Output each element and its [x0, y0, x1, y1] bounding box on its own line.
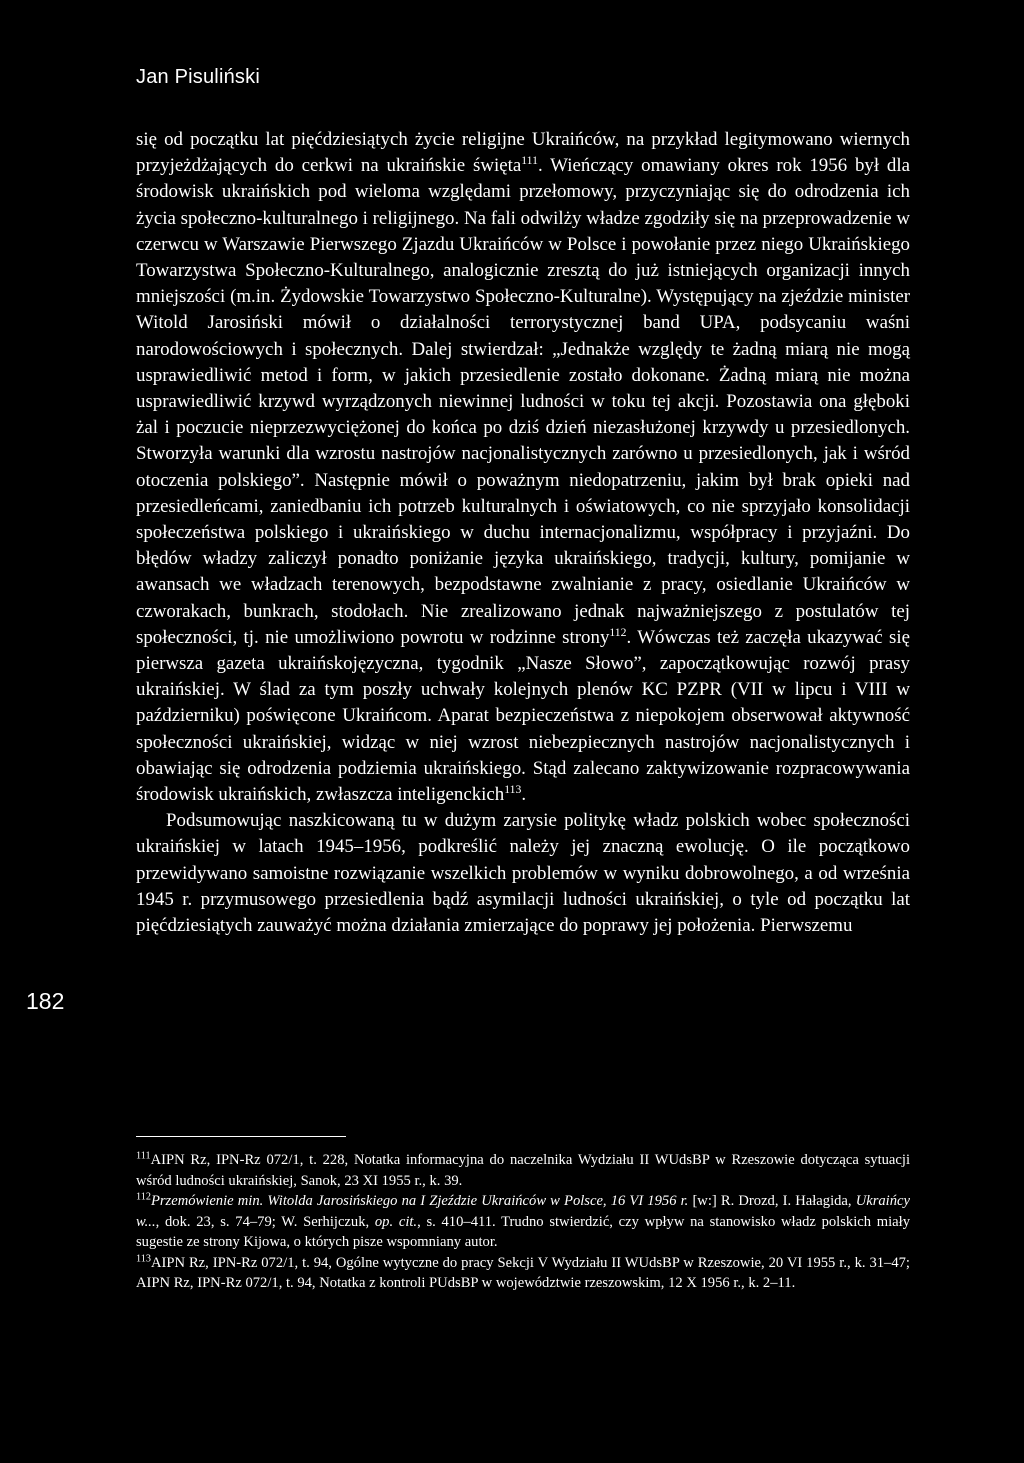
footnote-number: 113 — [136, 1252, 151, 1264]
footnote-ref-111: 111 — [521, 153, 538, 167]
footnote-divider — [136, 1136, 346, 1137]
footnote-op-cit: op. cit. — [374, 1213, 418, 1230]
footnote-text: , s. 410–411. Trudno stwierdzić, czy wpływ na stanowisko władz polskich miały sugestie ze strony Kijowa, o których pisze wspomniany autor. — [136, 1213, 910, 1250]
footnote-number: 112 — [136, 1191, 151, 1203]
footnote-text: AIPN Rz, IPN-Rz 072/1, t. 94, Ogólne wytyczne do pracy Sekcji V Wydziału II WUdsBP w Rzeszowie, 20 VI 1955 r., k. 31–47; AIPN Rz, IPN-Rz 072/1, t. 94, Notatka z kontroli PUdsBP w województwie rzeszowskim, 12 X 1956 r., k. 2–11. — [136, 1254, 910, 1291]
footnote-text: AIPN Rz, IPN-Rz 072/1, t. 228, Notatka informacyjna do naczelnika Wydziału II WUdsBP w Rzeszowie dotycząca sytuacji wśród ludności ukraińskiej, Sanok, 23 XI 1955 r., k. 39. — [136, 1152, 910, 1189]
main-text — [136, 127, 910, 939]
paragraph-1 — [136, 127, 910, 808]
footnotes — [136, 1150, 910, 1294]
footnote-cited-title: Przemówienie min. Witolda Jarosińskiego na I Zjeździe Ukraińców w Polsce, 16 VI 1956 r. — [150, 1193, 689, 1209]
paragraph-1-text-a: się od początku lat pięćdziesiątych życie religijne Ukraińców, na przykład legitymowano wiernych przyjeżdżających do cerkwi na ukraińskie święta — [136, 129, 910, 177]
footnote-text: [w:] R. Drozd, I. Hałagida, — [688, 1193, 856, 1209]
running-head: Jan Pisuliński — [136, 66, 260, 88]
footnote-111 — [136, 1150, 910, 1191]
paragraph-1-text-c: Wieńczący omawiany okres rok 1956 był dla środowisk ukraińskich pod wieloma względami przełomowy, przyczyniając się do odrodzenia ich życia społeczno-kulturalnego i religijnego. Na fali odwilży władze zgodziły się na przeprowadzenie w czerwcu w Warszawie Pierwszego Zjazdu Ukraińców w Polsce i powołanie przez niego Ukraińskiego Towarzystwa Społeczno-Kulturalnego, analogicznie zresztą do już istniejących organizacji innych mniejszości (m.in. Żydowskie Towarzystwo Społeczno-Kulturalne). Występujący na zjeździe minister Witold Jarosiński mówił o działalności terrorystycznej band UPA, podsycaniu waśni narodowościowych i społecznych. Dalej stwierdzał: „Jednakże względy te żadną miarą nie mogą usprawiedliwić metod i form, w jakich przesiedlenie zostało dokonane. Żadną miarą nie można usprawiedliwić krzywd wyrządzonych niewinnej ludności w toku tej akcji. Pozostawia ona głęboki żal i poczucie nieprzezwyciężonej do końca po dziś dzień niezasłużonej krzywdy u przesiedlonych. Stworzyła warunki dla wzrostu nastrojów nacjonalistycznych zarówno u przesiedlonych, jak i wśród otoczenia polskiego”. Następnie mówił o poważnym niedopatrzeniu, jakim był brak opieki nad przesiedleńcami, zaniedbaniu ich potrzeb kulturalnych i oświatowych, co nie sprzyjało konsolidacji społeczeństwa polskiego i ukraińskiego w duchu internacjonalizmu, współpracy i przyjaźni. Do błędów władzy zaliczył ponadto poniżanie języka ukraińskiego, tradycji, kultury, pomijanie w awansach we władzach terenowych, bezpodstawne zwalnianie z pracy, osiedlanie Ukraińców w czworakach, bunkrach, stodołach. Nie zrealizowano jednak najważniejszego z postulatów tej społeczności, tj. nie umożliwiono powrotu w rodzinne strony — [136, 155, 911, 648]
page-number: 182 — [26, 988, 65, 1014]
footnote-ref-113: 113 — [504, 782, 522, 796]
paragraph-1-text-b: . — [537, 155, 543, 177]
paragraph-1-text-e: . — [521, 784, 527, 806]
paragraph-2: Podsumowując naszkicowaną tu w dużym zarysie politykę władz polskich wobec społeczności ukraińskiej w latach 1945–1956, podkreślić należy jej znaczną ewolucję. O ile początkowo przewidywano samoistne rozwiązanie wszelkich problemów w wyniku dobrowolnego, a od września 1945 r. przymusowego przesiedlenia bądź asymilacji ludności ukraińskiej, o tyle od początku lat pięćdziesiątych zauważyć można działania zmierzające do poprawy jej położenia. Pierwszemu — [136, 810, 910, 937]
footnote-text: , dok. 23, s. 74–79; W. Serhijczuk, — [155, 1213, 375, 1230]
footnote-ref-112: 112 — [609, 625, 627, 639]
footnote-112 — [136, 1191, 910, 1253]
paragraph-1-text-d: . Wówczas też zaczęła ukazywać się pierwsza gazeta ukraińskojęzyczna, tygodnik „Nasze Słowo”, zapoczątkowując rozwój prasy ukraińskiej. W ślad za tym poszły uchwały kolejnych plenów KC PZPR (VII w lipcu i VIII w październiku) poświęcone Ukraińcom. Aparat bezpieczeństwa z niepokojem obserwował aktywność społeczności ukraińskiej, widząc w niej wzrost niebezpiecznych nastrojów nacjonalistycznych i obawiając się odrodzenia podziemia ukraińskiego. Stąd zalecano zaktywizowanie rozpracowywania środowisk ukraińskich, zwłaszcza inteligenckich — [136, 626, 910, 806]
footnote-cited-book: Ukraińcy w... — [136, 1193, 910, 1230]
footnote-number: 111 — [136, 1150, 151, 1162]
footnote-113 — [136, 1253, 910, 1294]
